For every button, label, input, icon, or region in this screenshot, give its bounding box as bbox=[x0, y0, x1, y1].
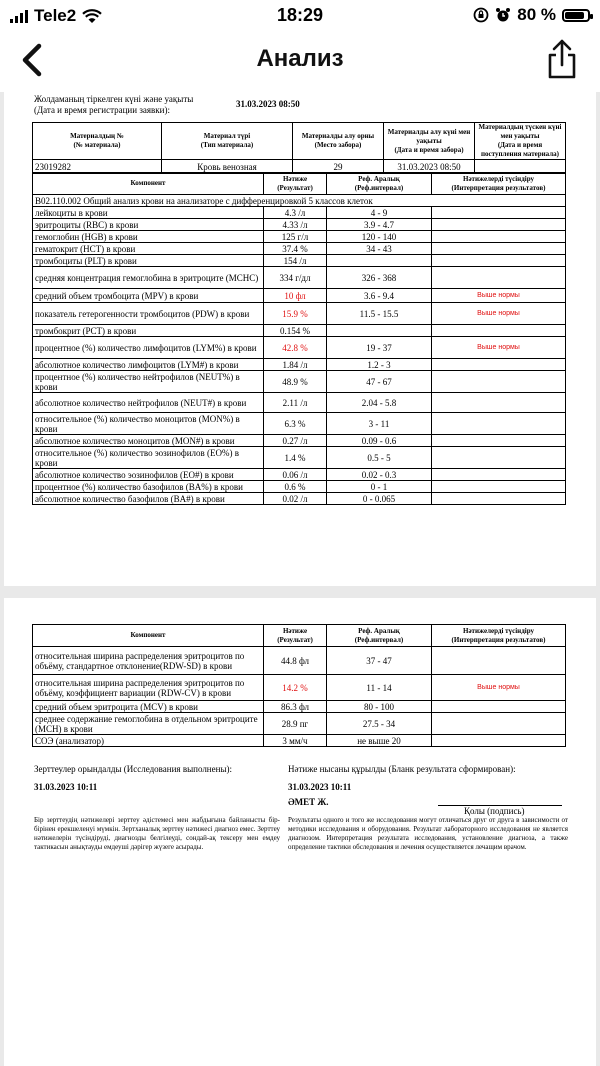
interpretation bbox=[432, 647, 566, 675]
result-value: 1.4 % bbox=[264, 447, 327, 469]
component-name: СОЭ (анализатор) bbox=[33, 735, 264, 747]
document-page-1 bbox=[4, 92, 596, 586]
interpretation bbox=[432, 207, 566, 219]
result-value: 0.6 % bbox=[264, 481, 327, 493]
formed-label: Нәтиже нысаны құрылды (Бланк результата сформирован): bbox=[288, 764, 516, 774]
reference-range: 326 - 368 bbox=[327, 267, 432, 289]
table-row bbox=[33, 675, 566, 701]
section-title: B02.110.002 Общий анализ крови на анализаторе с дифференцировкой 5 классов клеток bbox=[33, 195, 566, 207]
component-name: относительная ширина распределения эритроцитов по объёму, стандартное отклонение(RDW-SD) в крови bbox=[33, 647, 264, 675]
interpretation: Выше нормы bbox=[432, 289, 566, 303]
registration-date: 31.03.2023 08:50 bbox=[236, 99, 300, 109]
result-value: 0.06 /л bbox=[264, 469, 327, 481]
component-name: процентное (%) количество нейтрофилов (NEUT%) в крови bbox=[33, 371, 264, 393]
interpretation bbox=[432, 371, 566, 393]
material-header: Материал түрі (Тип материала) bbox=[162, 123, 293, 160]
interpretation bbox=[432, 393, 566, 413]
reference-range: 4 - 9 bbox=[327, 207, 432, 219]
result-value: 0.02 /л bbox=[264, 493, 327, 505]
component-name: абсолютное количество базофилов (BA#) в крови bbox=[33, 493, 264, 505]
table-row bbox=[33, 231, 566, 243]
material-header: Материалды алу күні мен уақыты (Дата и время забора) bbox=[384, 123, 475, 160]
table-row bbox=[33, 325, 566, 337]
rotation-lock-icon bbox=[473, 7, 489, 23]
component-name: показатель гетерогенности тромбоцитов (PDW) в крови bbox=[33, 303, 264, 325]
table-row bbox=[33, 337, 566, 359]
interpretation bbox=[432, 469, 566, 481]
reference-range: 0 - 0.065 bbox=[327, 493, 432, 505]
doctor-name: ӘМЕТ Ж. bbox=[288, 797, 329, 807]
page-title: Анализ bbox=[256, 45, 344, 72]
table-row bbox=[33, 481, 566, 493]
reference-range: 11 - 14 bbox=[327, 675, 432, 701]
reference-range: 120 - 140 bbox=[327, 231, 432, 243]
reference-range: 0 - 1 bbox=[327, 481, 432, 493]
table-row bbox=[33, 267, 566, 289]
table-row bbox=[33, 371, 566, 393]
reference-range bbox=[327, 325, 432, 337]
component-name: абсолютное количество нейтрофилов (NEUT#) в крови bbox=[33, 393, 264, 413]
component-name: относительное (%) количество эозинофилов (EO%) в крови bbox=[33, 447, 264, 469]
result-value: 10 фл bbox=[264, 289, 327, 303]
alarm-icon bbox=[495, 7, 511, 23]
component-name: процентное (%) количество базофилов (BA%) в крови bbox=[33, 481, 264, 493]
results-header: Реф. Аралық (Реф.интервал) bbox=[327, 625, 432, 647]
material-type: Кровь венозная bbox=[162, 160, 293, 174]
interpretation bbox=[432, 481, 566, 493]
reference-range: 2.04 - 5.8 bbox=[327, 393, 432, 413]
table-row bbox=[33, 713, 566, 735]
result-value: 15.9 % bbox=[264, 303, 327, 325]
reference-range: 47 - 67 bbox=[327, 371, 432, 393]
material-number: 23019282 bbox=[33, 160, 162, 174]
results-header: Компонент bbox=[33, 625, 264, 647]
table-row bbox=[33, 701, 566, 713]
component-name: лейкоциты в крови bbox=[33, 207, 264, 219]
status-bar bbox=[0, 0, 600, 30]
interpretation bbox=[432, 219, 566, 231]
table-row bbox=[33, 493, 566, 505]
component-name: средний объем эритроцита (MCV) в крови bbox=[33, 701, 264, 713]
table-row bbox=[33, 647, 566, 675]
material-table bbox=[32, 122, 566, 174]
carrier-name: Tele2 bbox=[34, 6, 77, 25]
component-name: абсолютное количество лимфоцитов (LYM#) в крови bbox=[33, 359, 264, 371]
reference-range: 1.2 - 3 bbox=[327, 359, 432, 371]
reference-range: 3 - 11 bbox=[327, 413, 432, 435]
reference-range bbox=[327, 255, 432, 267]
table-row bbox=[33, 435, 566, 447]
result-value: 2.11 /л bbox=[264, 393, 327, 413]
component-name: средний объем тромбоцита (MPV) в крови bbox=[33, 289, 264, 303]
table-row bbox=[33, 289, 566, 303]
disclaimer-kz: Бір зерттеудің нәтижелері зерттеу әдістемесі мен жабдығына байланысты бір-бірінен ерекшеленуі мүмкін. Зертханалық зерттеу нәтижесі диагноз емес. Зерттеу нәтижелерін түсіндіруді, диагнозды белгілеуді, сондай-ақ тексеру мен емдеу тактикасын анықтауды емдеуші дәрігер жүзеге асырады. bbox=[34, 816, 280, 851]
material-header: Материалды алу орны (Место забора) bbox=[293, 123, 384, 160]
component-name: относительная ширина распределения эритроцитов по объёму, коэффициент вариации (RDW-CV) в крови bbox=[33, 675, 264, 701]
material-date: 31.03.2023 08:50 bbox=[384, 160, 475, 174]
table-row bbox=[33, 735, 566, 747]
component-name: процентное (%) количество лимфоцитов (LYM%) в крови bbox=[33, 337, 264, 359]
table-row bbox=[33, 359, 566, 371]
interpretation bbox=[432, 243, 566, 255]
table-row bbox=[33, 207, 566, 219]
interpretation bbox=[432, 435, 566, 447]
interpretation bbox=[432, 359, 566, 371]
result-value: 3 мм/ч bbox=[264, 735, 327, 747]
interpretation: Выше нормы bbox=[432, 303, 566, 325]
component-name: эритроциты (RBC) в крови bbox=[33, 219, 264, 231]
results-header: Нәтиже (Результат) bbox=[264, 625, 327, 647]
component-name: абсолютное количество эозинофилов (EO#) в крови bbox=[33, 469, 264, 481]
result-value: 6.3 % bbox=[264, 413, 327, 435]
component-name: среднее содержание гемоглобина в отдельном эритроците (MCH) в крови bbox=[33, 713, 264, 735]
reference-range: 0.02 - 0.3 bbox=[327, 469, 432, 481]
results-table-1 bbox=[32, 172, 566, 505]
table-row bbox=[33, 469, 566, 481]
reference-range: 80 - 100 bbox=[327, 701, 432, 713]
clock: 18:29 bbox=[276, 5, 324, 25]
reference-range: 0.5 - 5 bbox=[327, 447, 432, 469]
result-value: 48.9 % bbox=[264, 371, 327, 393]
component-name: гемоглобин (HGB) в крови bbox=[33, 231, 264, 243]
interpretation bbox=[432, 493, 566, 505]
material-header: Материалдың № (№ материала) bbox=[33, 123, 162, 160]
reference-range: 19 - 37 bbox=[327, 337, 432, 359]
results-table-2 bbox=[32, 624, 566, 747]
table-row bbox=[33, 243, 566, 255]
component-name: тромбоциты (PLT) в крови bbox=[33, 255, 264, 267]
battery-percent: 80 % bbox=[517, 5, 556, 24]
result-value: 86.3 фл bbox=[264, 701, 327, 713]
results-header: Реф. Аралық (Реф.интервал) bbox=[327, 173, 432, 195]
table-row bbox=[33, 447, 566, 469]
result-value: 0.154 % bbox=[264, 325, 327, 337]
registration-label bbox=[34, 94, 193, 116]
share-icon[interactable] bbox=[542, 38, 582, 80]
results-header: Компонент bbox=[33, 173, 264, 195]
registration-label-kz: Жолдаманың тіркелген күні және уақыты bbox=[34, 94, 194, 104]
component-name: средняя концентрация гемоглобина в эритроците (MCHC) bbox=[33, 267, 264, 289]
interpretation bbox=[432, 267, 566, 289]
interpretation bbox=[432, 701, 566, 713]
result-value: 125 г/л bbox=[264, 231, 327, 243]
interpretation: Выше нормы bbox=[432, 675, 566, 701]
material-header: Материалдың түскен күні мен уақыты (Дата и время поступления материала) bbox=[475, 123, 566, 160]
table-row bbox=[33, 219, 566, 231]
signature-label: Қолы (подпись) bbox=[464, 806, 525, 816]
results-header: Нәтижелерді түсіндіру (Интерпретация результатов) bbox=[432, 625, 566, 647]
result-value: 37.4 % bbox=[264, 243, 327, 255]
table-row bbox=[33, 413, 566, 435]
result-value: 14.2 % bbox=[264, 675, 327, 701]
done-date: 31.03.2023 10:11 bbox=[34, 782, 98, 792]
table-row bbox=[33, 303, 566, 325]
reference-range: 11.5 - 15.5 bbox=[327, 303, 432, 325]
reference-range: 37 - 47 bbox=[327, 647, 432, 675]
table-row bbox=[33, 393, 566, 413]
interpretation bbox=[432, 713, 566, 735]
result-value: 42.8 % bbox=[264, 337, 327, 359]
result-value: 4.3 /л bbox=[264, 207, 327, 219]
material-place: 29 bbox=[293, 160, 384, 174]
result-value: 0.27 /л bbox=[264, 435, 327, 447]
result-value: 28.9 пг bbox=[264, 713, 327, 735]
reference-range: 3.6 - 9.4 bbox=[327, 289, 432, 303]
nav-bar bbox=[0, 30, 600, 92]
component-name: тромбокрит (PCT) в крови bbox=[33, 325, 264, 337]
result-value: 44.8 фл bbox=[264, 647, 327, 675]
result-value: 154 /л bbox=[264, 255, 327, 267]
reference-range: 27.5 - 34 bbox=[327, 713, 432, 735]
interpretation: Выше нормы bbox=[432, 337, 566, 359]
document-page-2 bbox=[4, 598, 596, 1066]
result-value: 4.33 /л bbox=[264, 219, 327, 231]
result-value: 334 г/дл bbox=[264, 267, 327, 289]
status-right bbox=[473, 5, 590, 25]
reference-range: не выше 20 bbox=[327, 735, 432, 747]
reference-range: 0.09 - 0.6 bbox=[327, 435, 432, 447]
interpretation bbox=[432, 447, 566, 469]
formed-date: 31.03.2023 10:11 bbox=[288, 782, 352, 792]
table-row bbox=[33, 255, 566, 267]
reference-range: 34 - 43 bbox=[327, 243, 432, 255]
interpretation bbox=[432, 325, 566, 337]
interpretation bbox=[432, 735, 566, 747]
results-header: Нәтижелерді түсіндіру (Интерпретация результатов) bbox=[432, 173, 566, 195]
interpretation bbox=[432, 413, 566, 435]
result-value: 1.84 /л bbox=[264, 359, 327, 371]
interpretation bbox=[432, 255, 566, 267]
component-name: гематокрит (HCT) в крови bbox=[33, 243, 264, 255]
results-header: Нәтиже (Результат) bbox=[264, 173, 327, 195]
reference-range: 3.9 - 4.7 bbox=[327, 219, 432, 231]
disclaimer-ru: Результаты одного и того же исследования могут отличаться друг от друга в зависимости от методики исследования и оборудования. Результат лабораторного исследования не является диагнозом. Интерпретация результата исследования, установление диагноза, а также определение тактики обследования и лечения осуществляется лечащим врачом. bbox=[288, 816, 568, 851]
battery-icon bbox=[562, 9, 590, 22]
registration-label-ru: (Дата и время регистрации заявки): bbox=[34, 105, 170, 115]
done-label: Зерттеулер орындалды (Исследования выполнены): bbox=[34, 764, 232, 774]
component-name: относительное (%) количество моноцитов (MON%) в крови bbox=[33, 413, 264, 435]
component-name: абсолютное количество моноцитов (MON#) в крови bbox=[33, 435, 264, 447]
interpretation bbox=[432, 231, 566, 243]
